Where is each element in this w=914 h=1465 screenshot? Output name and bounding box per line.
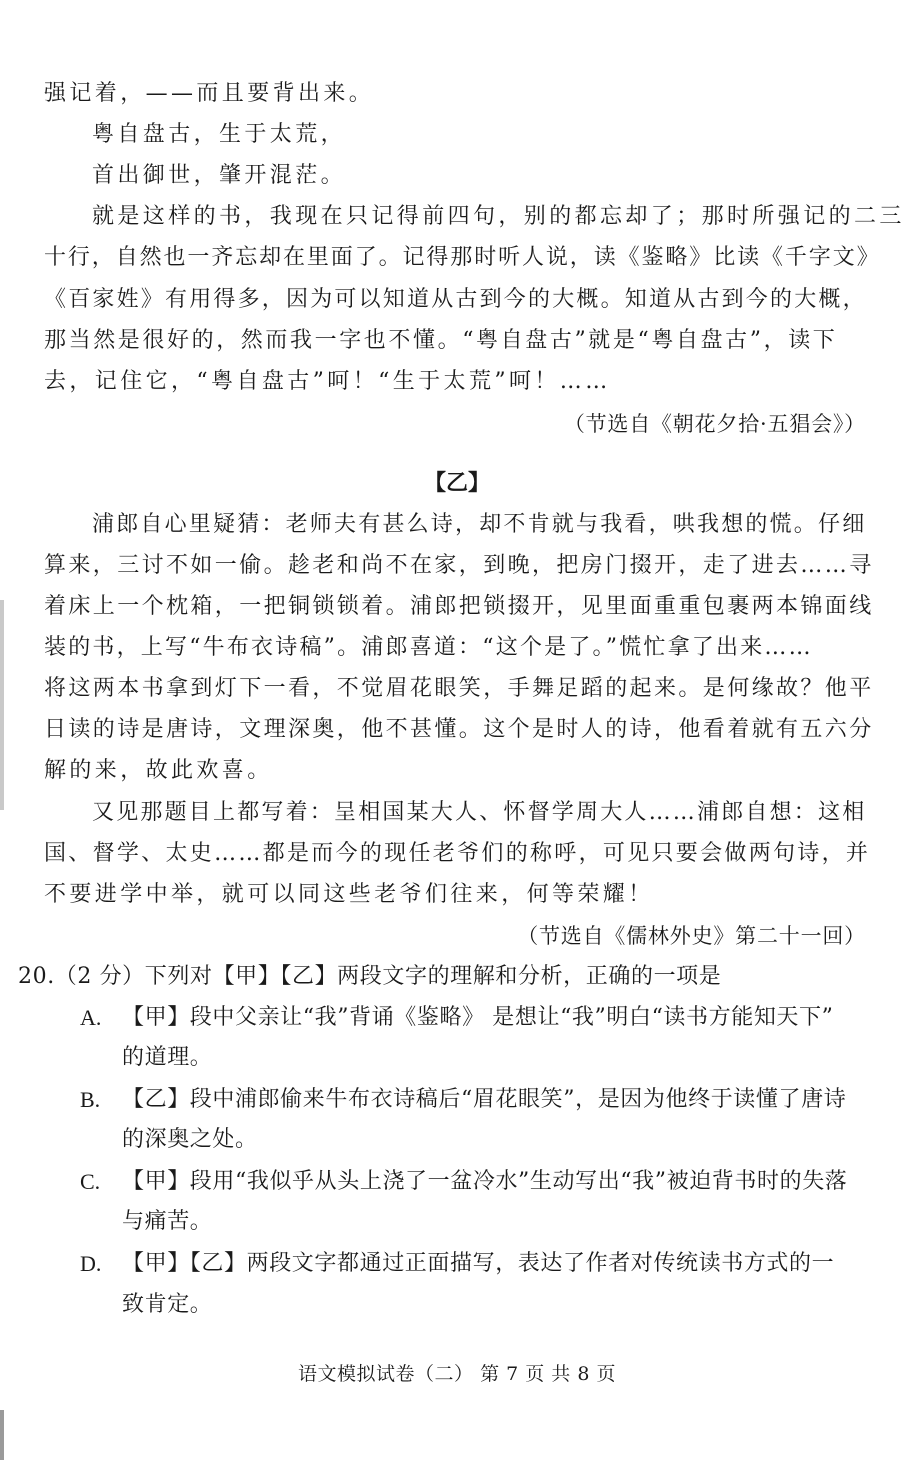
option-text: 的深奥之处。 — [122, 1127, 258, 1152]
option-letter: B. — [80, 1087, 101, 1112]
passage-line: 日读的诗是唐诗，文理深奥，他不甚懂。这个是时人的诗，他看着就有五六分 — [44, 717, 874, 742]
option-text: 【乙】段中浦郎偷来牛布衣诗稿后“眉花眼笑”，是因为他终于读懂了唐诗 — [122, 1087, 847, 1112]
passage-line: 《百家姓》有用得多，因为可以知道从古到今的大概。知道从古到今的大概， — [44, 287, 867, 312]
passage-line: 去，记住它，“粤自盘古”呵！“生于太荒”呵！…… — [44, 369, 611, 394]
option-letter: C. — [80, 1169, 101, 1194]
passage-line: 强记着，——而且要背出来。 — [44, 81, 375, 106]
option-text: 【甲】【乙】两段文字都通过正面描写，表达了作者对传统读书方式的一 — [122, 1251, 835, 1276]
option-letter: D. — [80, 1251, 102, 1276]
passage-line: 浦郎自心里疑猜：老师夫有甚么诗，却不肯就与我看，哄我想的慌。仔细 — [92, 512, 867, 537]
passage-heading: 【乙】 — [423, 470, 490, 496]
option-text: 的道理。 — [122, 1045, 213, 1070]
source-citation: （节选自《朝花夕拾·五猖会》） — [563, 412, 866, 436]
passage-line: 算来，三讨不如一偷。趁老和尚不在家，到晚，把房门掇开，走了进去……寻 — [44, 553, 874, 578]
scan-edge-mark — [0, 600, 4, 810]
passage-line: 那当然是很好的，然而我一字也不懂。“粤自盘古”就是“粤自盘古”，读下 — [44, 328, 838, 353]
option-text: 【甲】段用“我似乎从头上浇了一盆冷水”生动写出“我”被迫背书时的失落 — [122, 1169, 848, 1194]
passage-line: 不要进学中举，就可以同这些老爷们往来，何等荣耀！ — [44, 882, 654, 907]
option-letter: A. — [80, 1005, 102, 1030]
source-citation: （节选自《儒林外史》第二十一回） — [517, 924, 866, 948]
passage-line: 国、督学、太史……都是而今的现任老爷们的称呼，可见只要会做两句诗，并 — [44, 841, 871, 866]
passage-line: 装的书，上写“牛布衣诗稿”。浦郎喜道：“这个是了。”慌忙拿了出来…… — [44, 635, 813, 660]
passage-line: 十行，自然也一齐忘却在里面了。记得那时听人说，读《鉴略》比读《千字文》 — [44, 245, 881, 270]
poem-line: 粤自盘古，生于太荒， — [92, 122, 347, 147]
passage-line: 解的来，故此欢喜。 — [44, 758, 273, 783]
poem-line: 首出御世，肇开混茫。 — [92, 163, 347, 188]
passage-line: 将这两本书拿到灯下一看，不觉眉花眼笑，手舞足蹈的起来。是何缘故？他平 — [44, 676, 874, 701]
page-footer: 语文模拟试卷（二） 第 7 页 共 8 页 — [298, 1363, 616, 1385]
passage-line: 又见那题目上都写着：呈相国某大人、怀督学周大人……浦郎自想：这相 — [92, 800, 867, 825]
option-text: 与痛苦。 — [122, 1209, 213, 1234]
passage-line: 就是这样的书，我现在只记得前四句，别的都忘却了；那时所强记的二三 — [92, 204, 905, 229]
option-text: 【甲】段中父亲让“我”背诵《鉴略》 是想让“我”明白“读书方能知天下” — [122, 1005, 834, 1030]
passage-line: 着床上一个枕箱，一把铜锁锁着。浦郎把锁掇开，见里面重重包裹两本锦面线 — [44, 594, 874, 619]
option-text: 致肯定。 — [122, 1292, 213, 1317]
question-stem: 20.（2 分）下列对【甲】【乙】两段文字的理解和分析，正确的一项是 — [18, 964, 722, 989]
scan-edge-mark — [0, 1410, 4, 1460]
